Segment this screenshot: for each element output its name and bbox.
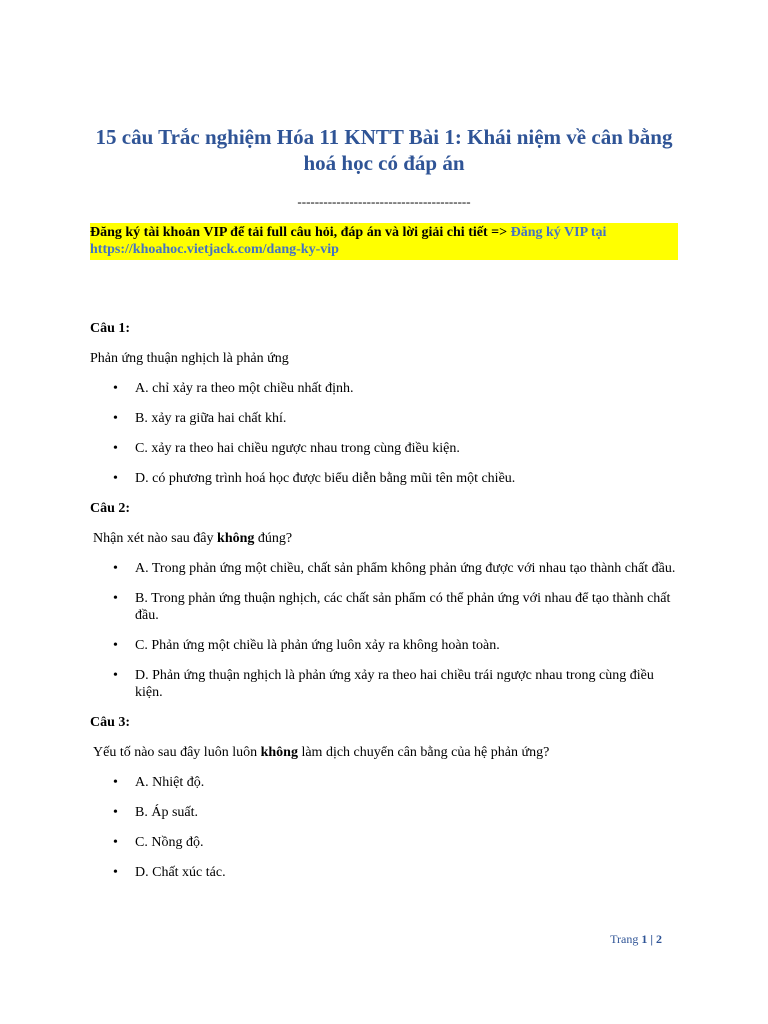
option-c	[90, 440, 678, 457]
stem-text-after: đúng?	[254, 531, 293, 546]
option-b	[90, 410, 678, 427]
question-label: Câu 1:	[90, 321, 131, 336]
bullet-icon: •	[113, 381, 118, 396]
option-text: B. Trong phản ứng thuận nghịch, các chất sản phẩm có thể phản ứng với nhau để tạo thành chất đầu.	[135, 591, 671, 623]
option-text: C. Phản ứng một chiều là phản ứng luôn xảy ra không hoàn toàn.	[135, 638, 500, 653]
option-d	[90, 470, 678, 487]
stem-text: Yếu tố nào sau đây luôn luôn	[93, 745, 261, 760]
option-c	[90, 834, 678, 851]
question-stem	[90, 744, 678, 761]
footer-divider: |	[647, 932, 656, 946]
option-list	[90, 774, 678, 881]
page-number-footer	[560, 932, 662, 946]
question-list	[90, 320, 678, 894]
bullet-icon: •	[113, 865, 118, 880]
option-text: C. xảy ra theo hai chiều ngược nhau trong cùng điều kiện.	[135, 441, 460, 456]
option-b	[90, 590, 678, 624]
option-list	[90, 380, 678, 487]
vip-promo-banner	[90, 223, 678, 260]
stem-bold: không	[260, 745, 298, 760]
question-2	[90, 500, 678, 701]
bullet-icon: •	[113, 441, 118, 456]
option-text: A. chỉ xảy ra theo một chiều nhất định.	[135, 381, 354, 396]
option-text: C. Nồng độ.	[135, 835, 204, 850]
bullet-icon: •	[113, 805, 118, 820]
question-3	[90, 714, 678, 881]
question-stem	[90, 530, 678, 547]
option-text: A. Trong phản ứng một chiều, chất sản phẩm không phản ứng được với nhau tạo thành chất đầu.	[135, 561, 676, 576]
bullet-icon: •	[113, 638, 118, 653]
question-1	[90, 320, 678, 487]
question-label: Câu 2:	[90, 501, 131, 516]
bullet-icon: •	[113, 561, 118, 576]
option-a	[90, 380, 678, 397]
option-c	[90, 637, 678, 654]
stem-text-after: làm dịch chuyển cân bằng của hệ phản ứng?	[297, 745, 550, 760]
separator-line: ----------------------------------------	[297, 194, 471, 209]
option-text: D. có phương trình hoá học được biểu diễn bằng mũi tên một chiều.	[135, 471, 516, 486]
bullet-icon: •	[113, 411, 118, 426]
option-a	[90, 560, 678, 577]
stem-bold: không	[217, 531, 255, 546]
option-text: D. Phản ứng thuận nghịch là phản ứng xảy ra theo hai chiều trái ngược nhau trong cùng điều kiện.	[135, 668, 654, 700]
bullet-icon: •	[113, 471, 118, 486]
option-a	[90, 774, 678, 791]
bullet-icon: •	[113, 775, 118, 790]
vip-register-link[interactable]: Đăng ký VIP tại https://khoahoc.vietjack.com/dang-ky-vip	[90, 225, 607, 257]
option-list	[90, 560, 678, 701]
option-text: A. Nhiệt độ.	[135, 775, 205, 790]
page-title: 15 câu Trắc nghiệm Hóa 11 KNTT Bài 1: Khái niệm về cân bằng hoá học có đáp án	[95, 125, 673, 175]
footer-current-page: 1	[641, 932, 648, 946]
question-stem	[90, 350, 678, 367]
promo-text: Đăng ký tài khoản VIP để tải full câu hỏi, đáp án và lời giải chi tiết =>	[90, 225, 511, 240]
option-b	[90, 804, 678, 821]
option-text: B. xảy ra giữa hai chất khí.	[135, 411, 287, 426]
option-text: B. Áp suất.	[135, 805, 198, 820]
footer-total-pages: 2	[656, 932, 662, 946]
question-label: Câu 3:	[90, 715, 131, 730]
bullet-icon: •	[113, 835, 118, 850]
option-d	[90, 864, 678, 881]
bullet-icon: •	[113, 591, 118, 606]
stem-text: Nhận xét nào sau đây	[93, 531, 218, 546]
option-text: D. Chất xúc tác.	[135, 865, 226, 880]
stem-text: Phản ứng thuận nghịch là phản ứng	[90, 351, 289, 366]
bullet-icon: •	[113, 668, 118, 683]
footer-prefix: Trang	[610, 932, 642, 946]
option-d	[90, 667, 678, 701]
